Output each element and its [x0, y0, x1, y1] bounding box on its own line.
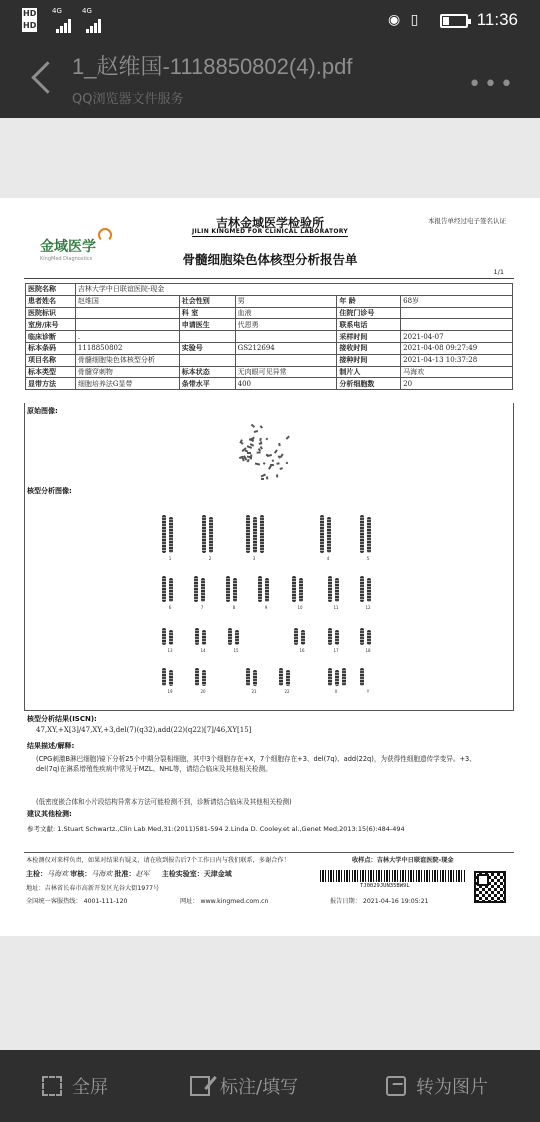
info-key: 条带水平 — [179, 378, 235, 390]
info-value: 赵维国 — [75, 295, 179, 307]
net1-label: 4G — [52, 7, 62, 15]
fullscreen-label: 全屏 — [72, 1077, 108, 1098]
report-barcode — [320, 870, 466, 882]
to-image-button[interactable] — [386, 1050, 488, 1122]
report-date: 报告日期： 2021-04-16 19:05:21 — [330, 898, 429, 905]
patient-info-table — [25, 283, 513, 390]
desc-label: 结果描述/解释: — [27, 742, 75, 750]
info-key: 联系电话 — [337, 319, 401, 331]
original-image-label: 原始图像: — [27, 407, 58, 415]
chromosome-label: 15 — [233, 648, 239, 653]
info-row — [26, 319, 513, 331]
fullscreen-icon — [42, 1076, 62, 1096]
info-key: 临床诊断 — [26, 331, 76, 343]
info-value: . — [75, 331, 179, 343]
footer-note: 本检测仅对来样负责，如果对结果有疑义，请在收到报告后7个工作日内与我们联系，多谢合作！ — [26, 857, 290, 864]
info-row — [26, 331, 513, 343]
info-key: 患者姓名 — [26, 295, 76, 307]
info-value: 2021-04-08 09:27:49 — [401, 342, 513, 354]
eye-comfort-icon: ◉ — [388, 12, 401, 28]
info-value: GS212694 — [235, 342, 337, 354]
org-name-en-text: JILIN KINGMED FOR CLINICAL LABORATORY — [191, 228, 349, 235]
info-key — [179, 354, 235, 366]
info-value: 血液 — [235, 307, 337, 319]
chromosome-label: 2 — [208, 556, 212, 561]
org-name-cn: 吉林金域医学检验所 — [215, 216, 324, 230]
info-key: 科 室 — [179, 307, 235, 319]
chromosome-label: 21 — [251, 689, 257, 694]
info-key: 采样时间 — [337, 331, 401, 343]
brand-name: 金域医学 — [40, 239, 96, 255]
info-row — [26, 284, 513, 296]
chromosome-label: 13 — [167, 648, 173, 653]
sim-indicators — [22, 8, 40, 32]
document-subtitle: QQ浏览器文件服务 — [72, 92, 184, 107]
info-key: 标本状态 — [179, 366, 235, 378]
chromosome-label: 3 — [252, 556, 256, 561]
info-key: 年 龄 — [337, 295, 401, 307]
info-key: 申请医生 — [179, 319, 235, 331]
website: 网址： www.kingmed.com.cn — [180, 898, 269, 905]
sim2-hd-badge: HD — [23, 21, 37, 30]
info-value — [401, 307, 513, 319]
info-key: 标本条码 — [26, 342, 76, 354]
signers — [26, 869, 232, 879]
info-value: 骨髓穿刺物 — [75, 366, 179, 378]
info-row — [26, 366, 513, 378]
document-title: 1_赵维国-1118850802(4).pdf — [72, 54, 353, 79]
receiver-value: 吉林大学中日联谊医院-现金 — [376, 857, 454, 864]
chromosome-label: 19 — [167, 689, 173, 694]
info-key: 医院名称 — [26, 284, 76, 296]
eye-vibrate-icons — [388, 12, 418, 28]
chromosome-label: 17 — [333, 648, 339, 653]
divider — [24, 278, 514, 279]
receiver-label: 收样点： — [352, 857, 377, 864]
title-bar — [0, 42, 540, 118]
info-value: 20 — [401, 378, 513, 390]
chromosome-label: 11 — [333, 605, 339, 610]
info-value: 68岁 — [401, 295, 513, 307]
chromosome-label: 8 — [232, 605, 236, 610]
to-image-label: 转为图片 — [416, 1077, 488, 1098]
bottom-toolbar — [0, 1050, 540, 1122]
info-value: 400 — [235, 378, 337, 390]
chromosome-label: 5 — [366, 556, 370, 561]
chromosome-label: X — [334, 689, 338, 694]
info-key: 项目名称 — [26, 354, 76, 366]
approver-signature: 赵军 — [135, 870, 150, 878]
image-icon — [386, 1076, 406, 1096]
desc-text: (CPG刺激B淋巴细胞)镜下分析25个中期分裂相细胞，其中3个细胞存在+X，7个细胞存在+3、del(7q)、add(22q)，为获得性细胞遗传学变异。+3、del(7q)在淋系增殖性疾病中常见于MZL、NHL等，请结合临床及其他相关检测。 — [36, 755, 476, 773]
info-value — [235, 354, 337, 366]
iscn-result: 47,XY,+X[3]/47,XY,+3,del(7)(q32),add(22)(q22)[7]/46,XY[15] — [36, 726, 252, 734]
image-panel-border — [24, 403, 514, 711]
info-value — [401, 319, 513, 331]
annotate-button[interactable] — [190, 1050, 298, 1122]
info-row — [26, 378, 513, 390]
page-number: 1/1 — [493, 268, 504, 276]
tester-signature: 马海欢 — [47, 870, 68, 878]
address: 地址：吉林省长春市高新开发区光谷大街1977号 — [26, 885, 160, 892]
vibrate-icon: ▯ — [410, 12, 419, 28]
lab-label: 主检实验室： — [161, 870, 204, 878]
info-key: 标本类型 — [26, 366, 76, 378]
references-label: 参考文献: — [27, 825, 56, 833]
footer-divider — [24, 852, 514, 853]
status-bar — [0, 0, 540, 42]
reviewer-signature: 马海欢 — [91, 870, 113, 878]
iscn-label: 核型分析结果(ISCN): — [27, 715, 97, 723]
info-value: 无肉眼可见异常 — [235, 366, 337, 378]
chromosome-label: 10 — [297, 605, 303, 610]
info-value: 男 — [235, 295, 337, 307]
back-arrow-icon[interactable] — [30, 60, 52, 94]
info-row — [26, 295, 513, 307]
chromosome-label: 9 — [264, 605, 268, 610]
info-key: 医院标识 — [26, 307, 76, 319]
info-key: 分析细胞数 — [337, 378, 401, 390]
chromosome-label: 7 — [200, 605, 204, 610]
info-value: 骨髓细胞染色体核型分析 — [75, 354, 179, 366]
signature-note: 本报告单经过电子签名认证 — [428, 217, 506, 225]
info-key: 接收时间 — [337, 342, 401, 354]
info-value — [235, 331, 337, 343]
info-value — [75, 307, 179, 319]
report-title: 骨髓细胞染色体核型分析报告单 — [182, 252, 358, 267]
info-key: 制片人 — [337, 366, 401, 378]
sim1-hd-badge: HD — [23, 9, 37, 18]
brand-subtitle: KingMed Diagnostics — [40, 256, 93, 262]
info-value: 2021-04-13 10:37:28 — [401, 354, 513, 366]
barcode-text: TJ0029JUN35BW9L — [360, 883, 410, 889]
battery-icon — [440, 14, 468, 28]
info-key — [179, 331, 235, 343]
info-value: 代恩勇 — [235, 319, 337, 331]
chromosome-label: 1 — [168, 556, 172, 561]
info-value: 1118850802 — [75, 342, 179, 354]
org-name-en — [0, 228, 540, 235]
edit-icon — [190, 1076, 210, 1096]
info-key: 住院门诊号 — [337, 307, 401, 319]
karyotype-image-label: 核型分析图像: — [27, 487, 72, 495]
info-key: 社会性别 — [179, 295, 235, 307]
info-key: 显带方法 — [26, 378, 76, 390]
info-row — [26, 307, 513, 319]
fullscreen-button[interactable] — [42, 1050, 108, 1122]
lab-value: 天津金域 — [203, 870, 232, 878]
chromosome-label: 22 — [284, 689, 290, 694]
chromosome-label: 4 — [326, 556, 330, 561]
info-value: 细胞培养法G显带 — [75, 378, 179, 390]
receiver — [352, 855, 454, 864]
info-value — [75, 319, 179, 331]
hotline: 全国统一客服热线： 4001-111-120 — [26, 898, 128, 905]
chromosome-label: 6 — [168, 605, 172, 610]
chromosome-label: 16 — [299, 648, 305, 653]
report-page — [0, 198, 540, 936]
reviewer-label: 审核： — [70, 870, 92, 878]
clock: 11:36 — [476, 10, 518, 29]
qr-code — [474, 871, 506, 903]
info-value: 马海欢 — [401, 366, 513, 378]
chromosome-label: 12 — [365, 605, 371, 610]
references — [27, 824, 507, 835]
info-value: 2021-04-07 — [401, 331, 513, 343]
chromosome-label: 20 — [200, 689, 206, 694]
annotate-label: 标注/填写 — [220, 1077, 299, 1098]
more-menu-icon[interactable]: ••• — [468, 72, 516, 97]
chromosome-label: 18 — [365, 648, 371, 653]
info-row — [26, 342, 513, 354]
advice-label: 建议其他检测: — [27, 810, 72, 818]
battery-level — [443, 17, 449, 25]
info-key: 室房/床号 — [26, 319, 76, 331]
chromosome-label: 14 — [200, 648, 206, 653]
approver-label: 批准： — [114, 870, 136, 878]
info-value: 吉林大学中日联谊医院-现金 — [75, 284, 512, 296]
desc-note: (低密度嵌合体和小片段结构异常本方法可能检测不到，诊断请结合临床及其他相关检测) — [36, 798, 292, 806]
net2-label: 4G — [82, 7, 92, 15]
tester-label: 主检： — [26, 870, 47, 878]
references-text: 1.Stuart Schwartz.,Clin Lab Med,31:(2011)581-594 2.Linda D. Cooley.et al.,Genet Med,2013:15(6):484-494 — [57, 825, 405, 833]
info-key: 接种时间 — [337, 354, 401, 366]
info-row — [26, 354, 513, 366]
chromosome-label: Y — [366, 689, 370, 694]
info-key: 实验号 — [179, 342, 235, 354]
